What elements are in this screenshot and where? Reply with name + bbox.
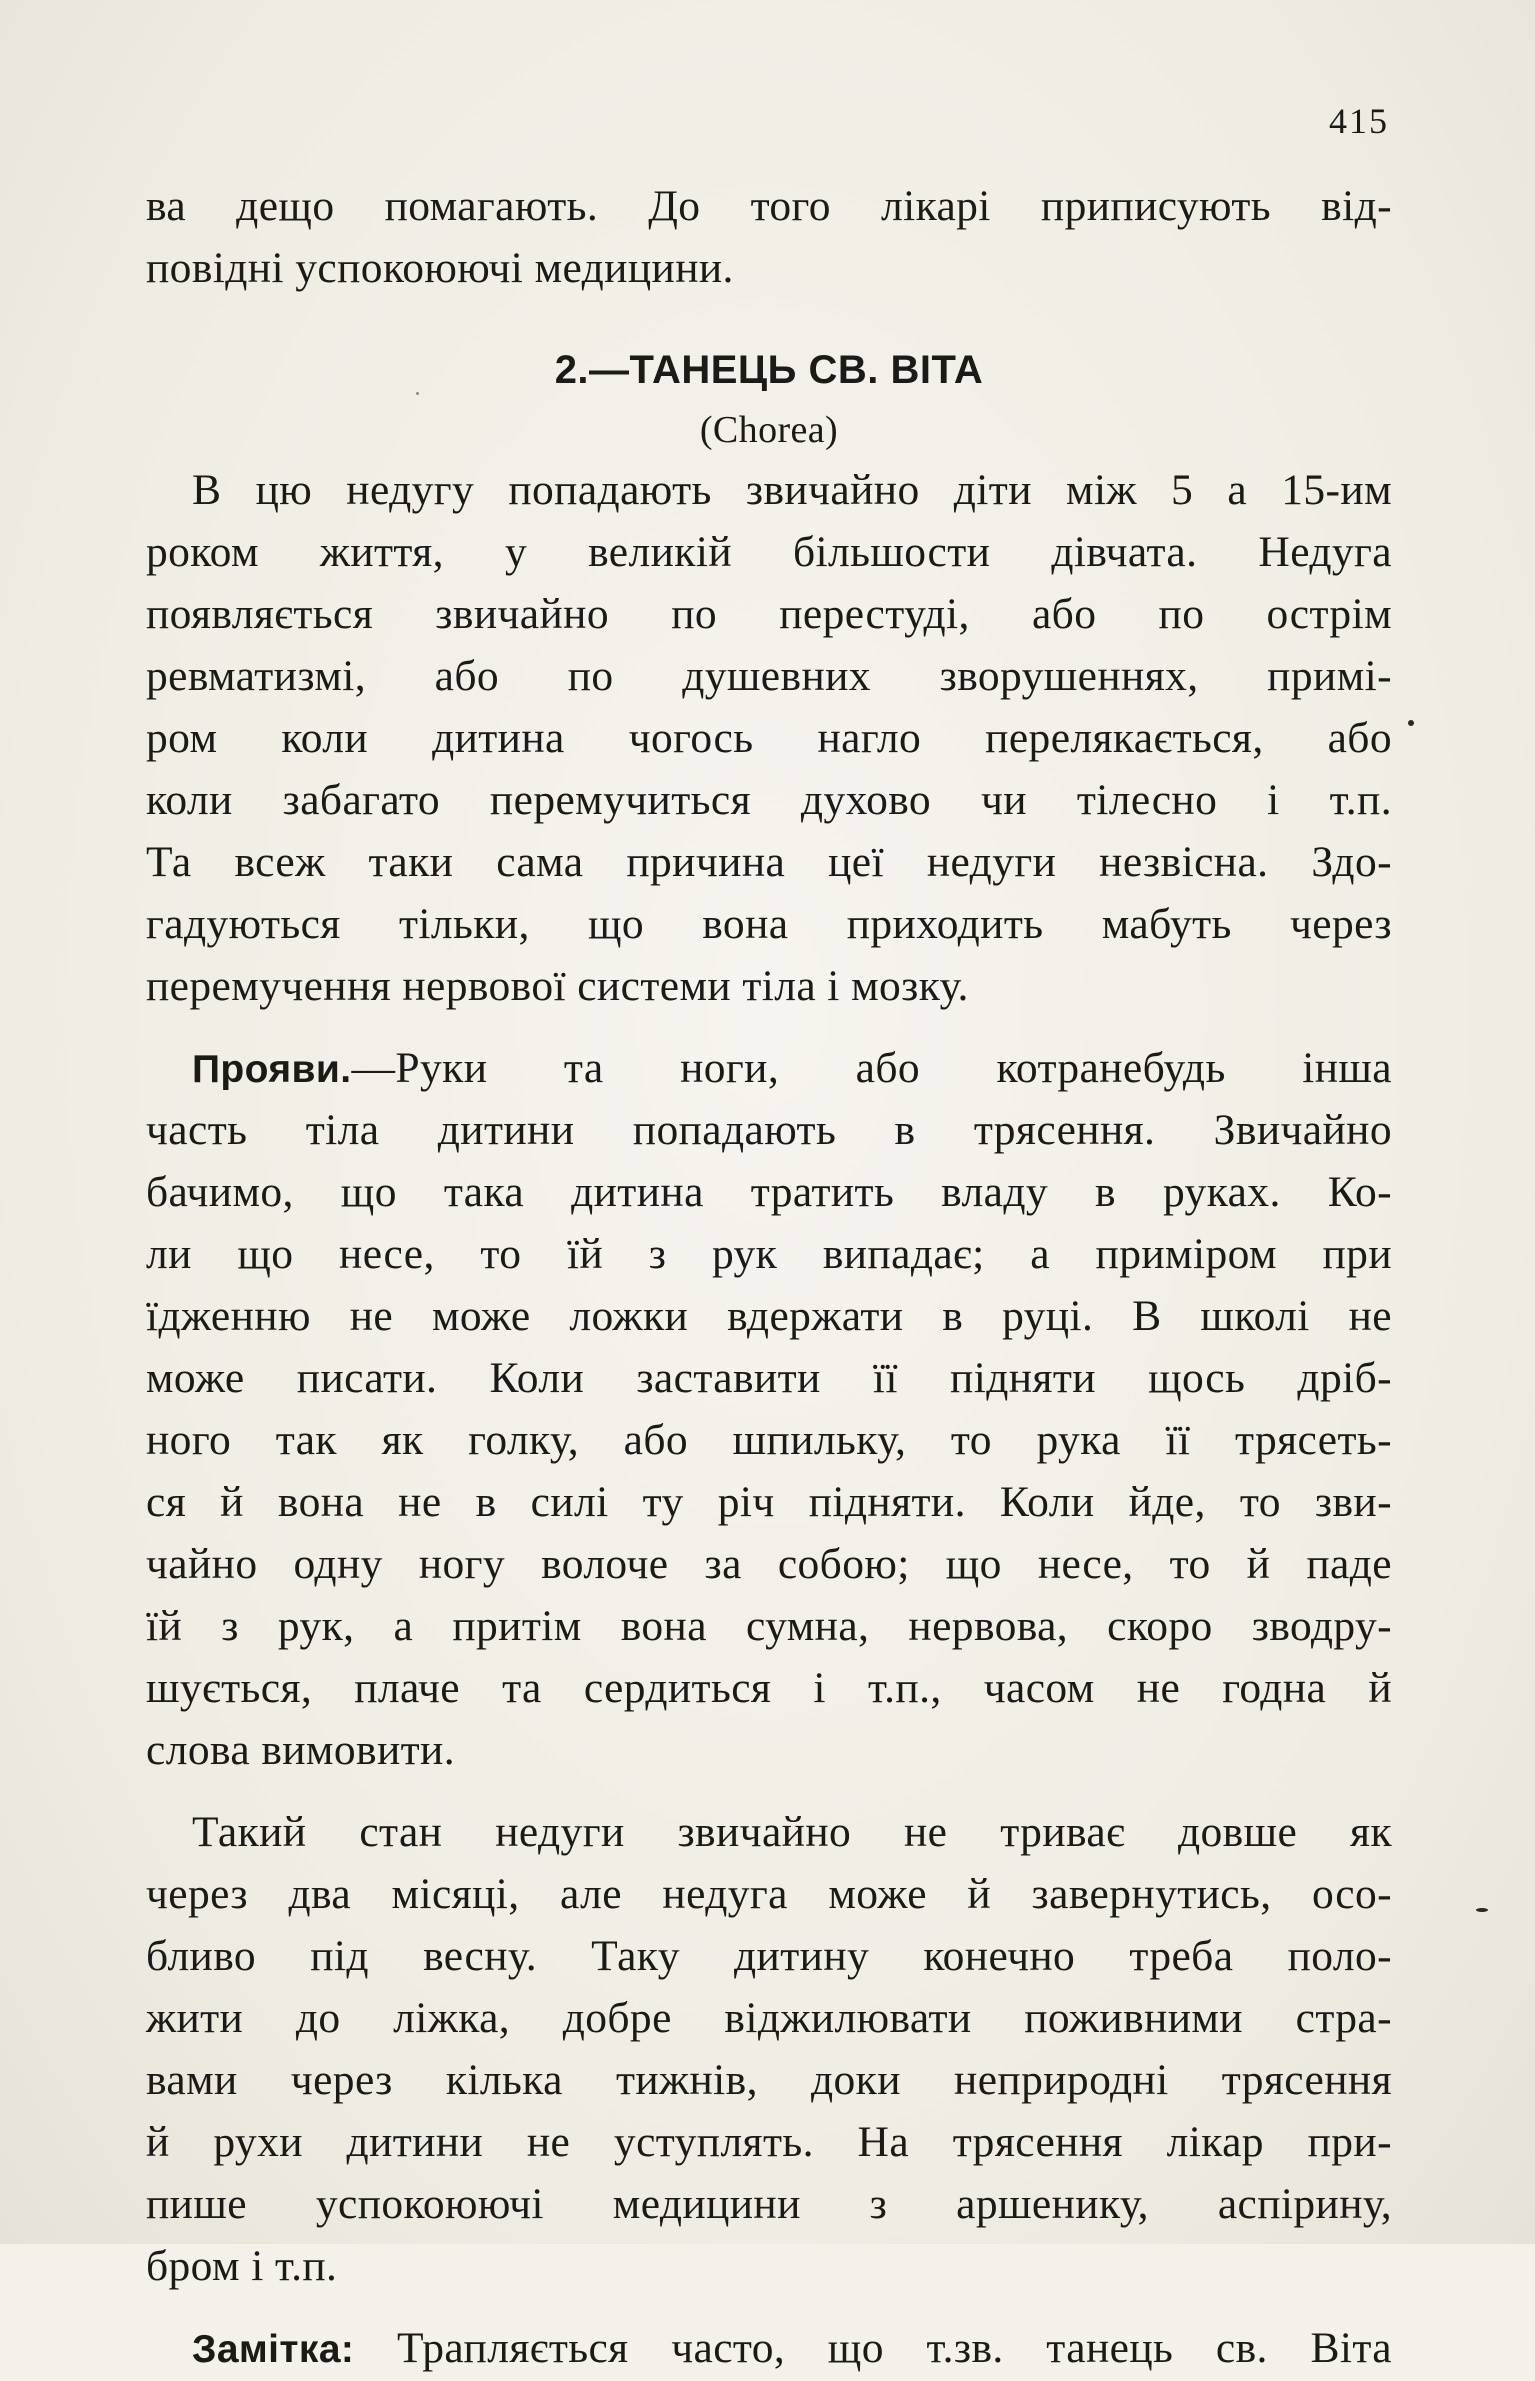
text-line: пише успокоюючі медицини з аршенику, аспірину, [146, 2180, 1392, 2228]
text-line: через два місяці, але недуга може й завернутись, осо- [146, 1870, 1392, 1918]
text-line: жити до ліжка, добре віджилювати поживними стра- [146, 1994, 1392, 2042]
text-line: ного так як голку, або шпильку, то рука її трясеть- [146, 1416, 1392, 1464]
text-line: може писати. Коли заставити її підняти щось дріб- [146, 1354, 1392, 1402]
text-line: коли забагато перемучиться духово чи тілесно і т.п. [146, 776, 1392, 824]
text-line: Такий стан недуги звичайно не триває довше як [192, 1808, 1392, 1856]
text-line: слова вимовити. [146, 1726, 455, 1774]
text-line: гадуються тільки, що вона приходить мабуть через [146, 900, 1392, 948]
text-line: Та всеж таки сама причина цеї недуги незвісна. Здо- [146, 838, 1392, 886]
intro-paragraph [146, 175, 1392, 299]
text-line: появляється звичайно по перестуді, або по острім [146, 590, 1392, 638]
text-line: ли що несе, то їй з рук випадає; а приміром при [146, 1230, 1392, 1278]
page-number: 415 [1329, 101, 1389, 141]
text-line: бром і т.п. [146, 2242, 338, 2290]
symptoms-term: Прояви. [192, 1048, 352, 1091]
text-line: бливо під весну. Таку дитину конечно треба поло- [146, 1932, 1392, 1980]
note-text: Трапляється часто, що т.зв. танець св. Віта [396, 2324, 1392, 2372]
section-subheading: (Chorea) [699, 409, 839, 451]
section-heading: 2.—ТАНЕЦЬ СВ. ВІТА [554, 348, 984, 392]
text-line [146, 1037, 1392, 1099]
text-line: ревматизмі, або по душевних зворушеннях, примі- [146, 652, 1392, 700]
note-term: Замітка: [192, 2328, 355, 2371]
text-line: й рухи дитини не уступлять. На трясення лікар при- [146, 2118, 1392, 2166]
text-line: їдженню не може ложки вдержати в руці. В школі не [146, 1292, 1392, 1340]
paper-speck [416, 392, 419, 395]
text-line: ва дещо помагають. До того лікарі приписують від- [146, 182, 1392, 230]
paragraph-symptoms [146, 1037, 1392, 1781]
paper-speck [1476, 1908, 1488, 1912]
text-line: роком життя, у великій більшости дівчата. Недуга [146, 528, 1392, 576]
paragraph-treatment [146, 1801, 1392, 2297]
text-line [146, 2317, 1392, 2379]
text-line: шується, плаче та сердиться і т.п., часом не годна й [146, 1664, 1392, 1712]
paper-speck [1408, 720, 1414, 726]
text-line: бачимо, що така дитина тратить владу в руках. Ко- [146, 1168, 1392, 1216]
paragraph-note [146, 2317, 1392, 2379]
paragraph-causes [146, 459, 1392, 1017]
text-line: повідні успокоюючі медицини. [146, 244, 734, 292]
text-line: ром коли дитина чогось нагло перелякається, або [146, 714, 1392, 762]
text-line: їй з рук, а притім вона сумна, нервова, скоро зводру- [146, 1602, 1392, 1650]
text-line: часть тіла дитини попадають в трясення. Звичайно [146, 1106, 1392, 1154]
symptoms-first-line: —Руки та ноги, або котранебудь інша [351, 1044, 1392, 1092]
text-line: чайно одну ногу волоче за собою; що несе, то й паде [146, 1540, 1392, 1588]
text-line: перемучення нервової системи тіла і мозку. [146, 962, 969, 1010]
text-line: вами через кілька тижнів, доки неприродні трясення [146, 2056, 1392, 2104]
page-text [146, 175, 1392, 2379]
text-line: ся й вона не в силі ту річ підняти. Коли йде, то зви- [146, 1478, 1392, 1526]
text-line: В цю недугу попадають звичайно діти між 5 а 15-им [192, 466, 1392, 514]
